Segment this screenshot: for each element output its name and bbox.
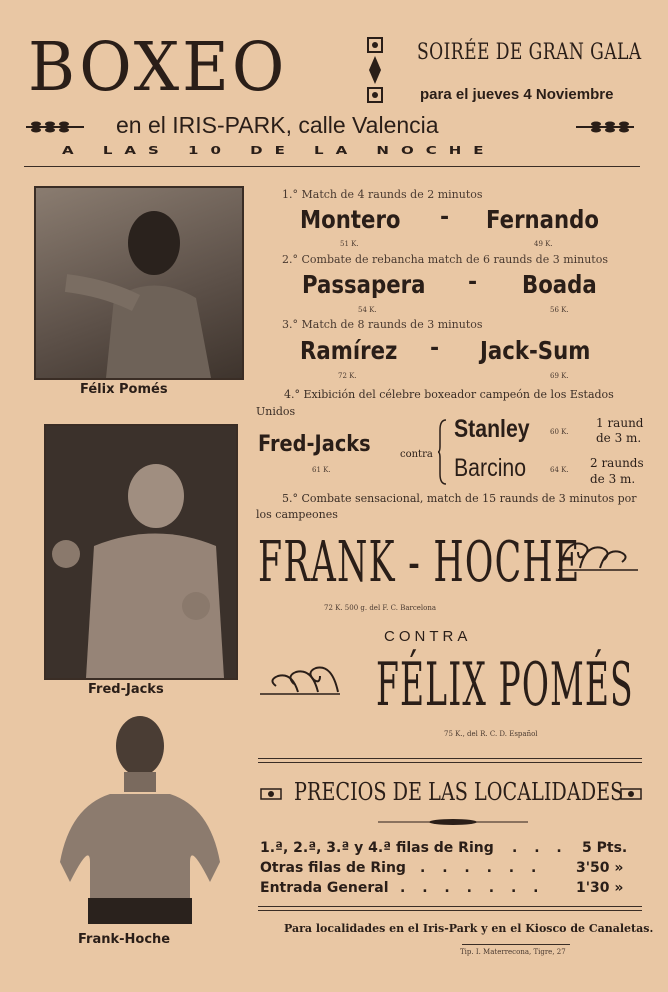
printer-divider <box>462 944 570 945</box>
event-date: para el jueves 4 Noviembre <box>420 86 614 103</box>
bout5-contra: CONTRA <box>384 628 472 645</box>
bout4-opp2-rounds: 2 raunds <box>590 456 644 470</box>
bout3-right-weight: 69 K. <box>550 372 569 380</box>
laurel-left-icon <box>24 120 86 134</box>
photo-felix-pomes <box>34 186 244 380</box>
venue-line: en el IRIS-PARK, calle Valencia <box>116 112 439 138</box>
bout4-opp1-name: Stanley <box>454 415 530 443</box>
gala-title: SOIRÉE DE GRAN GALA <box>417 40 642 65</box>
bout2-left-weight: 54 K. <box>358 306 377 314</box>
fighter2-info: 75 K., del R. C. D. Español <box>444 730 538 738</box>
prices-divider-bottom-2 <box>258 910 642 911</box>
bout4-opp1-weight: 60 K. <box>550 428 569 436</box>
photo-frank-hoche <box>40 712 240 926</box>
price-row-1-dots: . . . <box>512 840 568 856</box>
bout4-opp1-minutes: de 3 m. <box>596 431 642 445</box>
brace-icon <box>438 418 448 486</box>
time-line: A LAS 10 DE LA NOCHE <box>62 144 496 157</box>
divider-flourish-icon <box>378 818 528 826</box>
price-row-2-dots: . . . . . . <box>420 860 543 876</box>
fighter1-info: 72 K. 500 g. del F. C. Barcelona <box>324 604 437 612</box>
bout3-right-name: Jack-Sum <box>480 336 591 365</box>
price-row-2-price: 3'50 » <box>576 860 624 876</box>
price-row-1-price: 5 Pts. <box>582 840 628 856</box>
bout2-right-name: Boada <box>522 270 597 299</box>
laurel-right-icon <box>574 120 636 134</box>
bout2-dash: - <box>468 270 478 295</box>
bout4-opp2-minutes: de 3 m. <box>590 472 636 486</box>
printer-credit: Tip. I. Materrecona, Tigre, 27 <box>460 948 566 956</box>
bout1-dash: - <box>440 205 450 230</box>
bout1-left-weight: 51 K. <box>340 240 359 248</box>
price-row-2-label: Otras filas de Ring <box>260 860 406 876</box>
boxer-figure-icon <box>46 426 236 678</box>
bout3-left-name: Ramírez <box>300 336 398 365</box>
price-row-3-label: Entrada General <box>260 880 389 896</box>
fighter1-name: FRANK - HOCHE <box>258 530 581 595</box>
scroll-ornament-icon <box>556 530 640 574</box>
ornament-icon <box>366 36 384 104</box>
caption-frank-hoche: Frank-Hoche <box>78 932 171 947</box>
prices-divider-bottom <box>258 906 642 907</box>
ornament-icon <box>260 788 282 800</box>
boxer-figure-icon <box>36 188 242 378</box>
bout1-right-name: Fernando <box>486 205 599 234</box>
bout5-desc: 5.° Combate sensacional, match de 15 raunds de 3 minutos por <box>282 492 637 505</box>
bout4-opp2-weight: 64 K. <box>550 466 569 474</box>
title-boxeo: BOXEO <box>28 29 288 107</box>
photo-fred-jacks <box>44 424 238 680</box>
scroll-ornament-icon <box>258 654 342 698</box>
price-row-3-dots: . . . . . . . <box>400 880 545 896</box>
bout3-desc: 3.° Match de 8 raunds de 3 minutos <box>282 318 483 331</box>
price-row-3-price: 1'30 » <box>576 880 624 896</box>
bout2-left-name: Passapera <box>302 270 426 299</box>
fighter2-name: FÉLIX POMÉS <box>376 650 634 720</box>
boxer-figure-icon <box>40 712 240 926</box>
bout4-main-name: Fred-Jacks <box>258 432 371 457</box>
ornament-icon <box>620 788 642 800</box>
bout1-desc: 1.° Match de 4 raunds de 2 minutos <box>282 188 483 201</box>
header-ornament <box>366 36 384 104</box>
bout2-desc: 2.° Combate de rebancha match de 6 raunds de 3 minutos <box>282 253 608 266</box>
prices-divider-top-2 <box>258 762 642 763</box>
prices-heading: PRECIOS DE LAS LOCALIDADES <box>294 778 624 806</box>
price-row-1-label: 1.ª, 2.ª, 3.ª y 4.ª filas de Ring <box>260 840 494 856</box>
bout4-opp1-rounds: 1 raund <box>596 416 644 430</box>
bout4-opp2-name: Barcino <box>454 454 527 482</box>
bout1-left-name: Montero <box>300 205 401 234</box>
bout4-main-weight: 61 K. <box>312 466 331 474</box>
bout3-dash: - <box>430 336 440 361</box>
bout4-desc: 4.° Exibición del célebre boxeador campeón de los Estados Unidos <box>256 388 614 418</box>
caption-felix-pomes: Félix Pomés <box>80 382 168 397</box>
bout1-right-weight: 49 K. <box>534 240 553 248</box>
bout3-left-weight: 72 K. <box>338 372 357 380</box>
tickets-note: Para localidades en el Iris-Park y en el Kiosco de Canaletas. <box>284 922 654 935</box>
bout2-right-weight: 56 K. <box>550 306 569 314</box>
caption-fred-jacks: Fred-Jacks <box>88 682 164 697</box>
prices-divider-top <box>258 758 642 759</box>
bout4-contra: contra <box>400 449 433 460</box>
bout5-desc-cont: los campeones <box>256 508 338 521</box>
header-divider <box>24 166 640 167</box>
